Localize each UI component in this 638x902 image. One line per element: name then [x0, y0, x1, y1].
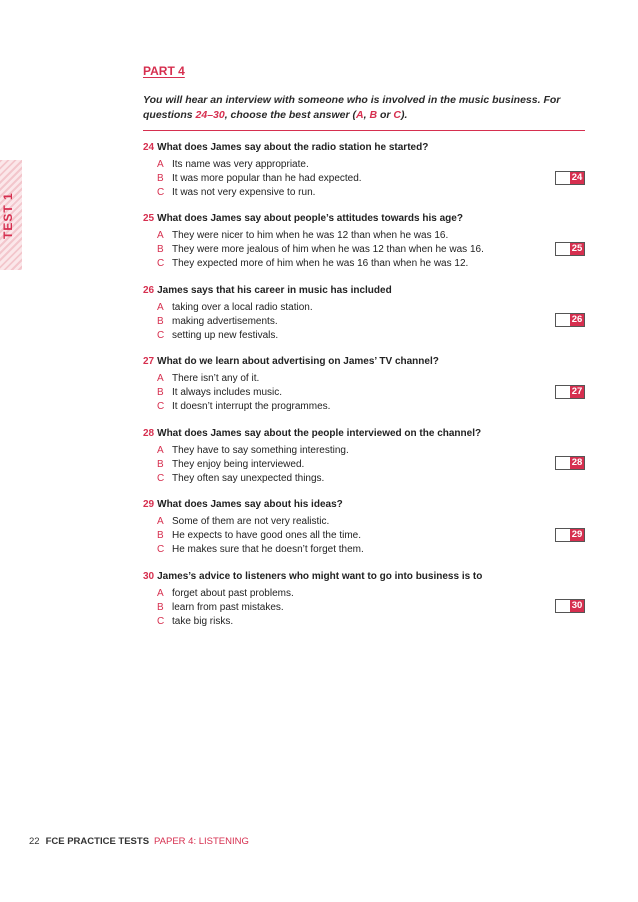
option-c[interactable]	[157, 257, 585, 271]
option-text: It always includes music.	[172, 387, 283, 398]
option-letter: C	[157, 401, 165, 412]
answer-blank[interactable]	[556, 600, 570, 612]
option-b[interactable]	[157, 315, 585, 329]
instr-text: You will hear an interview with someone who is involved in the music business. For questions	[143, 94, 561, 121]
answer-box-29[interactable]	[555, 528, 585, 542]
option-c[interactable]	[157, 472, 585, 486]
option-letter: B	[157, 244, 164, 255]
question-number: 26	[143, 285, 155, 296]
option-b[interactable]	[157, 458, 585, 472]
option-text: taking over a local radio station.	[172, 302, 313, 313]
option-text: They have to say something interesting.	[172, 445, 349, 456]
option-text: It was more popular than he had expected.	[172, 173, 362, 184]
answer-blank[interactable]	[556, 386, 570, 398]
instr-letter-a: A	[356, 109, 364, 121]
question-26	[143, 284, 585, 343]
option-letter: B	[157, 530, 164, 541]
answer-box-24[interactable]	[555, 171, 585, 185]
answer-box-27[interactable]	[555, 385, 585, 399]
option-letter: A	[157, 445, 164, 456]
instr-or: or	[377, 109, 394, 121]
option-c[interactable]	[157, 186, 585, 200]
header-divider	[143, 130, 585, 131]
option-text: setting up new festivals.	[172, 330, 279, 341]
answer-box-30[interactable]	[555, 599, 585, 613]
option-letter: A	[157, 516, 164, 527]
question-text: What does James say about people’s attitudes towards his age?	[157, 213, 463, 224]
instructions	[143, 93, 585, 123]
option-letter: C	[157, 258, 165, 269]
side-tab-label: TEST 1	[1, 192, 15, 239]
question-29	[143, 498, 585, 557]
part-title: PART 4	[143, 64, 185, 78]
option-text: He expects to have good ones all the time.	[172, 530, 362, 541]
option-text: They were more jealous of him when he was 12 than when he was 16.	[172, 244, 484, 255]
option-letter: C	[157, 616, 165, 627]
answer-blank[interactable]	[556, 314, 570, 326]
question-text: What does James say about the people interviewed on the channel?	[157, 428, 482, 439]
question-24	[143, 141, 585, 200]
answer-blank[interactable]	[556, 529, 570, 541]
question-text: What does James say about his ideas?	[157, 499, 343, 510]
answer-blank[interactable]	[556, 172, 570, 184]
option-letter: B	[157, 387, 164, 398]
option-letter: B	[157, 173, 164, 184]
question-number: 24	[143, 142, 155, 153]
option-text: making advertisements.	[172, 316, 278, 327]
option-c[interactable]	[157, 543, 585, 557]
option-letter: A	[157, 230, 164, 241]
question-27	[143, 355, 585, 414]
option-text: It was not very expensive to run.	[172, 187, 316, 198]
option-text: learn from past mistakes.	[172, 602, 284, 613]
option-a[interactable]	[157, 515, 585, 529]
option-b[interactable]	[157, 172, 585, 186]
series-title: FCE PRACTICE TESTS	[45, 836, 150, 847]
instr-mid: , choose the best answer (	[224, 109, 357, 121]
option-text: Some of them are not very realistic.	[172, 516, 330, 527]
option-text: They enjoy being interviewed.	[172, 459, 305, 470]
question-number: 25	[143, 213, 155, 224]
option-letter: B	[157, 459, 164, 470]
question-number: 27	[143, 356, 155, 367]
question-28	[143, 427, 585, 486]
option-b[interactable]	[157, 529, 585, 543]
option-text: take big risks.	[172, 616, 234, 627]
answer-number: 29	[571, 529, 583, 540]
instr-letter-b: B	[369, 109, 378, 121]
instr-end: ).	[400, 109, 408, 121]
page-footer	[29, 836, 249, 847]
answer-number: 25	[571, 243, 583, 254]
option-letter: B	[157, 602, 164, 613]
option-b[interactable]	[157, 386, 585, 400]
answer-box-28[interactable]	[555, 456, 585, 470]
option-c[interactable]	[157, 615, 585, 629]
answer-number: 28	[571, 457, 583, 468]
answer-number: 26	[571, 314, 583, 325]
answer-box-25[interactable]	[555, 242, 585, 256]
option-text: They were nicer to him when he was 12 than when he was 16.	[172, 230, 449, 241]
option-text: There isn’t any of it.	[172, 373, 260, 384]
option-text: Its name was very appropriate.	[172, 159, 309, 170]
answer-blank[interactable]	[556, 457, 570, 469]
question-text: James says that his career in music has included	[157, 285, 392, 296]
instr-range: 24–30	[195, 109, 225, 121]
question-number: 29	[143, 499, 155, 510]
question-text: What does James say about the radio station he started?	[157, 142, 429, 153]
answer-number: 27	[571, 386, 583, 397]
option-letter: A	[157, 302, 164, 313]
answer-number: 30	[571, 600, 583, 611]
question-25	[143, 212, 585, 271]
option-text: They expected more of him when he was 16 than when he was 12.	[172, 258, 469, 269]
option-letter: C	[157, 330, 165, 341]
question-number: 28	[143, 428, 155, 439]
answer-blank[interactable]	[556, 243, 570, 255]
option-text: It doesn’t interrupt the programmes.	[172, 401, 331, 412]
option-a[interactable]	[157, 587, 585, 601]
option-letter: C	[157, 473, 165, 484]
instr-letter-c: C	[393, 109, 401, 121]
option-text: forget about past problems.	[172, 588, 294, 599]
option-c[interactable]	[157, 400, 585, 414]
paper-title: PAPER 4: LISTENING	[154, 836, 249, 847]
question-text: What do we learn about advertising on James’ TV channel?	[157, 356, 439, 367]
option-a[interactable]	[157, 372, 585, 386]
option-c[interactable]	[157, 329, 585, 343]
option-text: He makes sure that he doesn’t forget them.	[172, 544, 364, 555]
option-a[interactable]	[157, 229, 585, 243]
answer-box-26[interactable]	[555, 313, 585, 327]
question-text: James’s advice to listeners who might want to go into business is to	[157, 571, 483, 582]
option-a[interactable]	[157, 301, 585, 315]
question-30	[143, 570, 585, 629]
question-number: 30	[143, 571, 155, 582]
option-a[interactable]	[157, 158, 585, 172]
option-a[interactable]	[157, 444, 585, 458]
option-letter: B	[157, 316, 164, 327]
page-number: 22	[29, 836, 40, 847]
option-letter: C	[157, 187, 165, 198]
option-b[interactable]	[157, 243, 585, 257]
option-b[interactable]	[157, 601, 585, 615]
option-text: They often say unexpected things.	[172, 473, 325, 484]
option-letter: C	[157, 544, 165, 555]
instr-sep: ,	[363, 109, 370, 121]
answer-number: 24	[571, 172, 583, 183]
option-letter: A	[157, 588, 164, 599]
option-letter: A	[157, 373, 164, 384]
option-letter: A	[157, 159, 164, 170]
